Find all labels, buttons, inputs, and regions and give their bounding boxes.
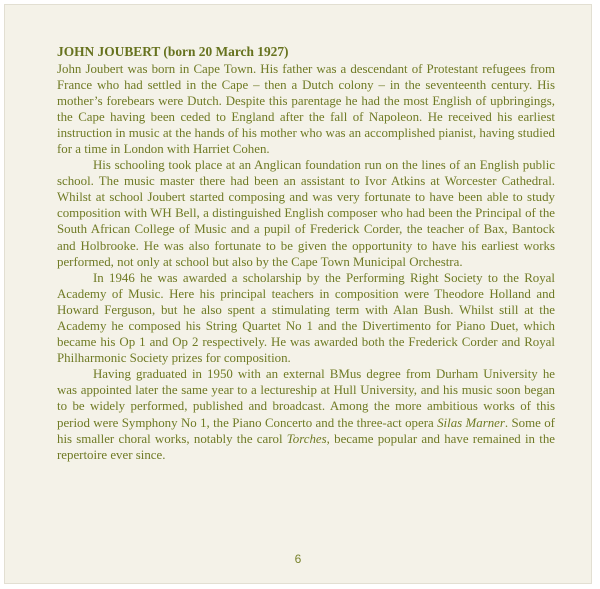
paragraph-4-text-middle: . Some of his smaller choral works, notably the carol	[57, 415, 555, 446]
page-heading: JOHN JOUBERT (born 20 March 1927)	[57, 44, 289, 59]
paragraph-4	[57, 366, 555, 463]
paragraph-4-text-after: , became popular and have remained in the repertoire ever since.	[57, 431, 555, 462]
paragraph-4-text-before: Having graduated in 1950 with an external BMus degree from Durham University he was appointed later the same year to a lectureship at Hull University, and his music soon began to be widely performed, published and broadcast. Among the more ambitious works of this period were Symphony No 1, the Piano Concerto and the three-act opera	[57, 367, 555, 430]
opera-title: Silas Marner	[437, 415, 505, 430]
paragraph-3: In 1946 he was awarded a scholarship by the Performing Right Society to the Royal Academy of Music. Here his principal teachers in composition were Theodore Holland and Howard Ferguson, but he also spent a stimulating term with Alan Bush. Whilst still at the Academy he composed his String Quartet No 1 and the Divertimento for Piano Duet, which became his Op 1 and Op 2 respectively. He was awarded both the Frederick Corder and Royal Philharmonic Society prizes for composition.	[57, 270, 555, 366]
page-number: 6	[294, 552, 302, 566]
carol-title: Torches	[286, 431, 327, 446]
text-block	[57, 44, 555, 463]
paragraph-1: John Joubert was born in Cape Town. His father was a descendant of Protestant refugees from France who had settled in the Cape – then a Dutch colony – in the seventeenth century. His mother’s forebears were Dutch. Despite this parentage he had the most English of upbringings, the Cape having been ceded to England after the fall of Napoleon. He received his earliest instruction in music at the hands of his mother who was an accomplished pianist, having studied for a time in London with Harriet Cohen.	[57, 61, 555, 156]
booklet-page	[4, 4, 592, 584]
paragraph-2: His schooling took place at an Anglican foundation run on the lines of an English public school. The music master there had been an assistant to Ivor Atkins at Worcester Cathedral. Whilst at school Joubert started composing and was very fortunate to have been able to study composition with WH Bell, a distinguished English composer who had been the Principal of the South African College of Music and a pupil of Frederick Corder, the teacher of Bax, Bantock and Holbrooke. He was also fortunate to be given the opportunity to have his earliest works performed, not only at school but also by the Cape Town Municipal Orchestra.	[57, 158, 555, 269]
